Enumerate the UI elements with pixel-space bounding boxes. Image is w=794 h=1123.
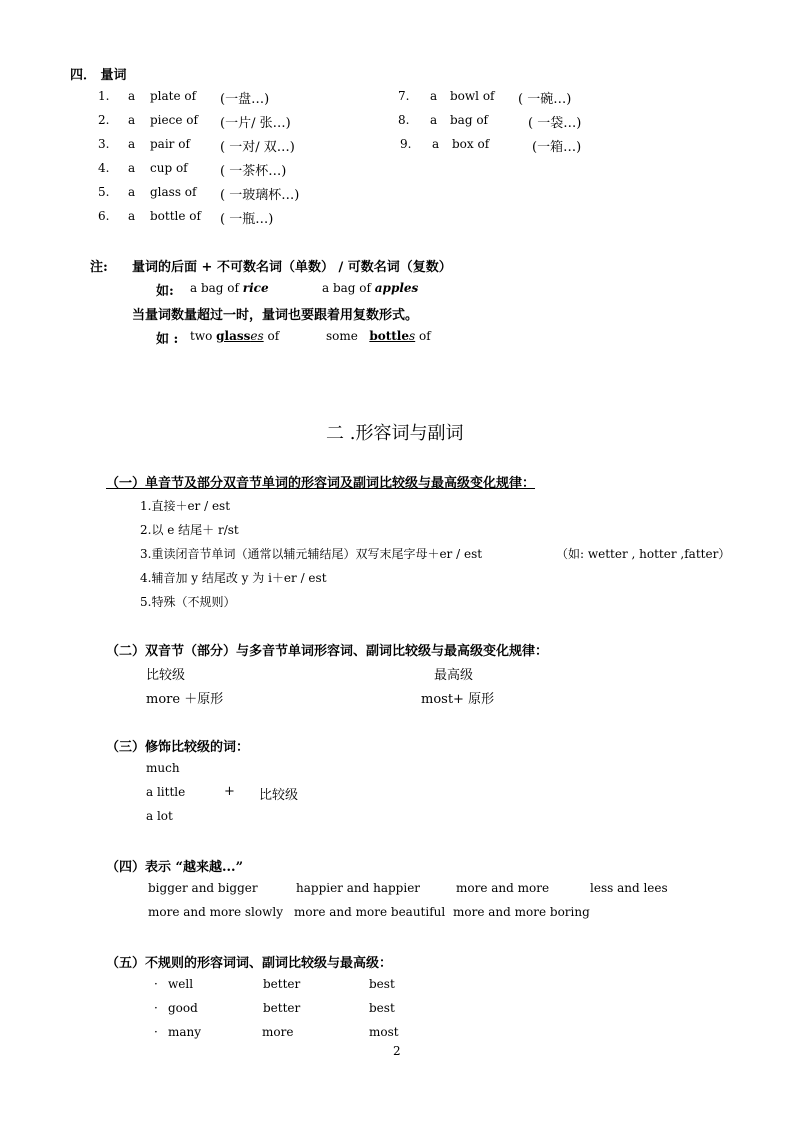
superlative-form: most: [369, 1025, 399, 1039]
base-form: well: [168, 977, 194, 991]
superlative-form: best: [369, 977, 395, 991]
item-number: 7.: [398, 89, 410, 103]
rule-item: 2.以 e 结尾＋ r/st: [140, 523, 239, 537]
measure-phrase: plate of: [150, 89, 197, 103]
rule-item: 3.重读闭音节单词（通常以辅元辅结尾）双写末尾字母＋er / est: [140, 547, 483, 561]
item-number: 9.: [400, 137, 412, 151]
measure-phrase: cup of: [150, 161, 188, 175]
item-number: 3.: [98, 137, 110, 151]
superlative-header: 最高级: [434, 668, 474, 683]
comparative-rule: more ＋原形: [146, 692, 224, 707]
example-phrase: more and more beautiful: [294, 905, 446, 919]
measure-meaning: ( 一袋…): [528, 116, 582, 131]
item-article: a: [128, 89, 136, 103]
item-article: a: [128, 113, 136, 127]
measure-phrase: pair of: [150, 137, 190, 151]
rule-plural-measure: 当量词数量超过一时，量词也要跟着用复数形式。: [132, 308, 419, 323]
page-number: 2: [393, 1044, 401, 1058]
example2-phrase-a: two glasses of: [190, 329, 280, 343]
example1-phrase-b: a bag of apples: [322, 281, 419, 295]
note-label: 注:: [90, 260, 108, 275]
modifier-a-little: a little: [146, 785, 186, 799]
bullet: ·: [154, 1001, 158, 1015]
measure-meaning: ( 一碗…): [518, 92, 572, 107]
base-form: many: [168, 1025, 202, 1039]
measure-meaning: (一箱…): [532, 140, 582, 155]
sub3-heading: （三）修饰比较级的词：: [106, 740, 250, 755]
modifier-a-lot: a lot: [146, 809, 173, 823]
measure-phrase: bowl of: [450, 89, 495, 103]
rule-item: 5.特殊（不规则）: [140, 595, 236, 609]
section2-title: 二 .形容词与副词: [326, 423, 464, 444]
example-phrase: more and more: [456, 881, 550, 895]
item-article: a: [128, 185, 136, 199]
comparative-form: better: [263, 1001, 301, 1015]
item-number: 1.: [98, 89, 110, 103]
note-rule: 量词的后面 + 不可数名词（单数） / 可数名词（复数）: [132, 260, 452, 275]
base-form: good: [168, 1001, 198, 1015]
item-number: 5.: [98, 185, 110, 199]
example1-phrase-a: a bag of rice: [190, 281, 269, 295]
example-phrase: more and more boring: [453, 905, 590, 919]
example-phrase: bigger and bigger: [148, 881, 258, 895]
rule3-example: （如: wetter , hotter ,fatter）: [556, 547, 731, 561]
measure-phrase: box of: [452, 137, 490, 151]
item-number: 4.: [98, 161, 110, 175]
item-article: a: [128, 137, 136, 151]
sub5-heading: （五）不规则的形容词词、副词比较级与最高级：: [106, 956, 393, 971]
sub1-heading: （一）单音节及部分双音节单词的形容词及副词比较级与最高级变化规律：: [106, 476, 536, 491]
measure-meaning: ( 一瓶…): [220, 212, 274, 227]
bullet: ·: [154, 1025, 158, 1039]
measure-phrase: glass of: [150, 185, 197, 199]
item-number: 2.: [98, 113, 110, 127]
superlative-form: best: [369, 1001, 395, 1015]
plus-sign: +: [224, 784, 235, 799]
measure-meaning: (一盘…): [220, 92, 270, 107]
item-article: a: [432, 137, 440, 151]
modifier-much: much: [146, 761, 180, 775]
item-number: 8.: [398, 113, 410, 127]
item-article: a: [128, 161, 136, 175]
item-article: a: [430, 89, 438, 103]
measure-phrase: bag of: [450, 113, 488, 127]
item-number: 6.: [98, 209, 110, 223]
measure-meaning: ( 一玻璃杯…): [220, 188, 300, 203]
item-article: a: [128, 209, 136, 223]
rule-item: 1.直接＋er / est: [140, 499, 231, 513]
example-phrase: more and more slowly: [148, 905, 283, 919]
example1-label: 如:: [156, 284, 174, 299]
rule-item: 4.辅音加 y 结尾改 y 为 i＋er / est: [140, 571, 327, 585]
item-article: a: [430, 113, 438, 127]
measure-phrase: bottle of: [150, 209, 201, 223]
measure-meaning: (一片/ 张…): [220, 116, 291, 131]
example2-label: 如 :: [156, 332, 179, 347]
comparative-header: 比较级: [146, 668, 186, 683]
comparative-form: better: [263, 977, 301, 991]
sub4-heading: （四）表示 “越来越...”: [106, 860, 244, 875]
comparative-target: 比较级: [259, 788, 299, 803]
example-phrase: happier and happier: [296, 881, 421, 895]
measure-meaning: ( 一茶杯…): [220, 164, 287, 179]
bullet: ·: [154, 977, 158, 991]
example-phrase: less and lees: [590, 881, 668, 895]
comparative-form: more: [262, 1025, 294, 1039]
measure-meaning: ( 一对/ 双…): [220, 140, 295, 155]
superlative-rule: most+ 原形: [421, 692, 495, 707]
measure-phrase: piece of: [150, 113, 198, 127]
sub2-heading: （二）双音节（部分）与多音节单词形容词、副词比较级与最高级变化规律：: [106, 644, 549, 659]
section4-title: 四． 量词: [70, 68, 127, 83]
example2-phrase-b: some bottles of: [326, 329, 431, 343]
